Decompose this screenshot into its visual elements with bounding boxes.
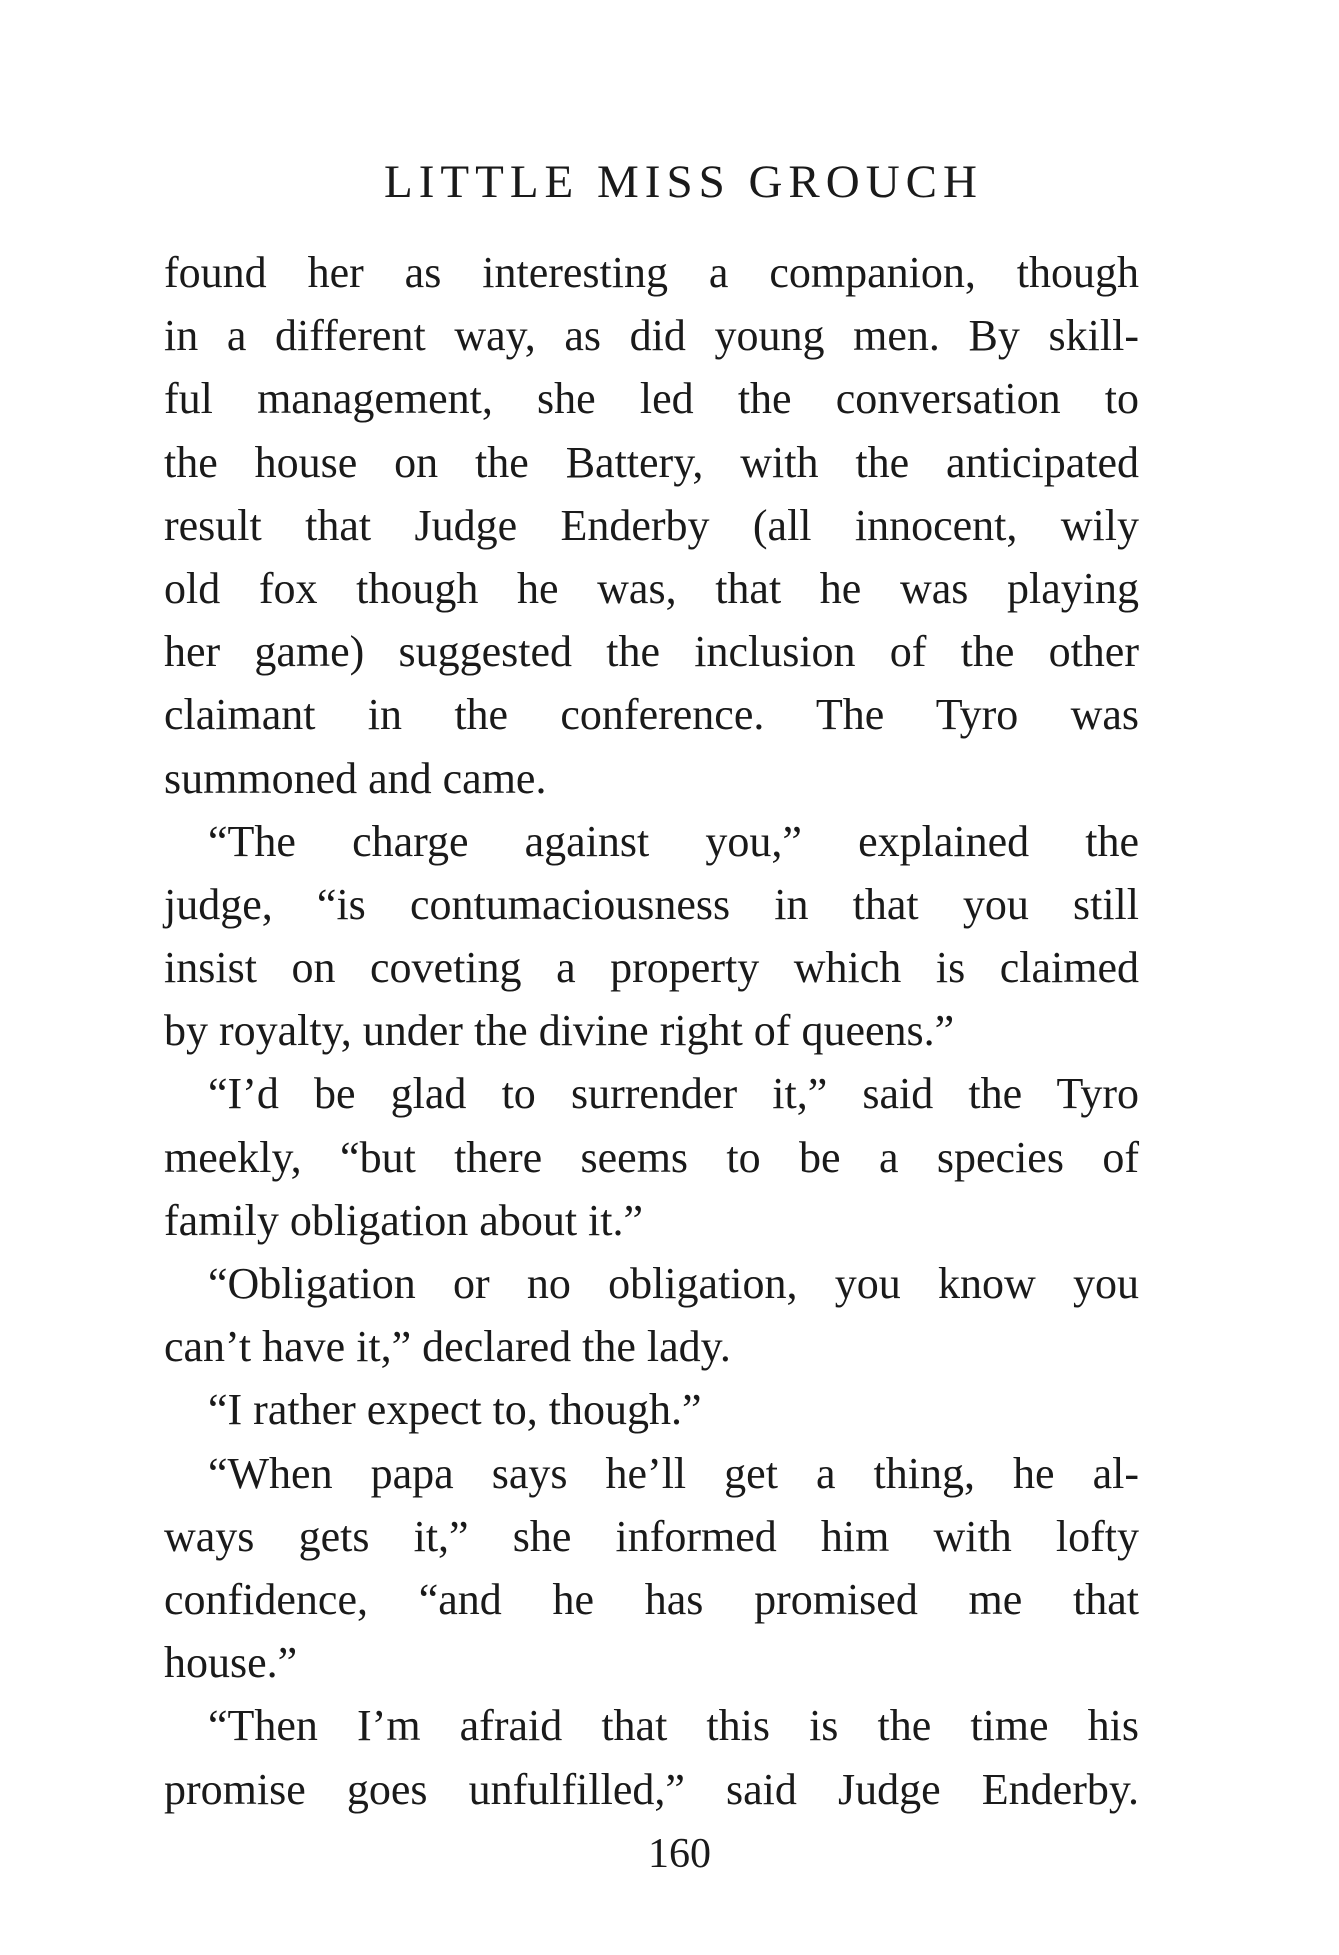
text-line: meekly, “but there seems to be a species of [164, 1132, 1139, 1182]
text-line: result that Judge Enderby (all innocent, wily [164, 500, 1139, 550]
text-line: “Obligation or no obligation, you know you [208, 1259, 1139, 1308]
text-line: house.” [164, 1638, 298, 1688]
text-line: summoned and came. [164, 753, 547, 803]
text-line: ways gets it,” she informed him with lofty [164, 1511, 1139, 1561]
running-head: LITTLE MISS GROUCH [384, 156, 983, 208]
text-line: can’t have it,” declared the lady. [164, 1322, 731, 1372]
text-line: “When papa says he’ll get a thing, he al- [208, 1448, 1139, 1498]
text-line: the house on the Battery, with the anticipated [164, 437, 1139, 487]
text-line: “I’d be glad to surrender it,” said the Tyro [208, 1069, 1139, 1119]
text-line: “I rather expect to, though.” [208, 1385, 702, 1435]
body-text [164, 241, 1139, 1821]
text-line: judge, “is contumaciousness in that you still [164, 879, 1139, 929]
text-line: insist on coveting a property which is claimed [164, 943, 1139, 993]
text-line: ful management, she led the conversation to [164, 374, 1139, 424]
text-line: by royalty, under the divine right of queens.” [164, 1006, 955, 1056]
text-line: old fox though he was, that he was playing [164, 563, 1139, 613]
text-line: promise goes unfulfilled,” said Judge Enderby. [164, 1764, 1139, 1814]
text-line: claimant in the conference. The Tyro was [164, 690, 1139, 740]
text-line: her game) suggested the inclusion of the other [164, 627, 1139, 677]
page-number: 160 [648, 1831, 711, 1877]
text-line: “The charge against you,” explained the [208, 816, 1139, 866]
text-line: family obligation about it.” [164, 1195, 644, 1245]
text-line: in a different way, as did young men. By skill- [164, 311, 1139, 361]
text-line: found her as interesting a companion, though [164, 248, 1139, 297]
text-line: confidence, “and he has promised me that [164, 1574, 1139, 1624]
text-line: “Then I’m afraid that this is the time his [208, 1701, 1139, 1751]
